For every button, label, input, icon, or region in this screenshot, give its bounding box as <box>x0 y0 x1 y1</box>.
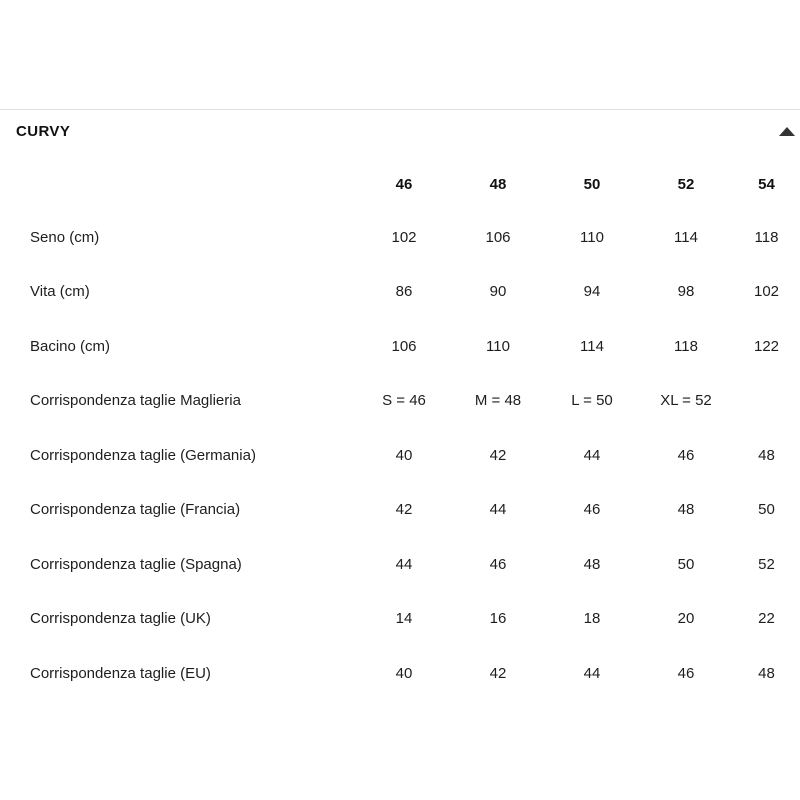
accordion-header-curvy[interactable] <box>0 110 800 152</box>
cell-value: S = 46 <box>382 392 426 410</box>
column-header: 52 <box>677 175 695 193</box>
size-header-row <box>0 152 800 210</box>
row-label: Corrispondenza taglie (Germania) <box>30 446 256 464</box>
cell-value: 90 <box>489 283 507 301</box>
column-header: 50 <box>583 175 601 193</box>
row-label: Corrispondenza taglie (Spagna) <box>30 555 242 573</box>
cell-value: 118 <box>754 228 779 246</box>
cell-value: 44 <box>395 555 413 573</box>
table-row <box>0 537 800 592</box>
cell-value: 52 <box>758 555 775 573</box>
cell-value: L = 50 <box>571 392 613 410</box>
cell-value: 42 <box>395 501 413 519</box>
cell-value: 122 <box>753 337 780 355</box>
cell-value: 14 <box>395 610 413 628</box>
cell-value: 48 <box>677 501 695 519</box>
cell-value: 20 <box>677 610 695 628</box>
cell-value: 98 <box>677 283 695 301</box>
cell-value: 44 <box>583 664 601 682</box>
table-row <box>0 265 800 320</box>
cell-value: 48 <box>583 555 601 573</box>
top-whitespace <box>0 0 800 109</box>
cell-value: 48 <box>758 446 775 464</box>
cell-value: 40 <box>395 664 413 682</box>
cell-value: 42 <box>489 664 507 682</box>
cell-value: 50 <box>758 501 775 519</box>
cell-value: 106 <box>485 228 511 246</box>
table-row <box>0 374 800 429</box>
cell-value: 48 <box>758 664 775 682</box>
cell-value: 110 <box>580 228 604 246</box>
cell-value: 22 <box>758 610 775 628</box>
row-label: Seno (cm) <box>30 228 100 246</box>
cell-value: 114 <box>580 337 604 355</box>
cell-value: 106 <box>391 337 417 355</box>
cell-value: 42 <box>489 446 507 464</box>
row-label: Corrispondenza taglie (UK) <box>30 610 211 628</box>
table-row <box>0 592 800 647</box>
cell-value <box>733 374 800 429</box>
cell-value: 40 <box>395 446 413 464</box>
header-empty-cell <box>0 152 357 210</box>
table-row <box>0 646 800 701</box>
cell-value: 46 <box>489 555 507 573</box>
cell-value: 46 <box>677 664 695 682</box>
cell-value: 86 <box>395 283 413 301</box>
row-label: Bacino (cm) <box>30 337 111 355</box>
cell-value: 102 <box>753 283 780 301</box>
table-row <box>0 319 800 374</box>
row-label: Corrispondenza taglie (Francia) <box>30 501 241 519</box>
cell-value: 46 <box>677 446 695 464</box>
collapse-triangle-up-icon[interactable] <box>779 127 795 136</box>
table-row <box>0 210 800 265</box>
cell-value: 110 <box>486 337 510 355</box>
accordion-title: CURVY <box>16 122 71 140</box>
cell-value: 44 <box>489 501 507 519</box>
cell-value: 18 <box>583 610 601 628</box>
cell-value: 46 <box>583 501 601 519</box>
cell-value: 44 <box>583 446 601 464</box>
table-row <box>0 428 800 483</box>
cell-value: 102 <box>391 228 417 246</box>
row-label: Corrispondenza taglie (EU) <box>30 664 211 682</box>
row-label: Vita (cm) <box>30 283 90 301</box>
column-header: 46 <box>395 175 413 193</box>
cell-value: 118 <box>674 337 698 355</box>
cell-value: M = 48 <box>474 392 522 410</box>
column-header: 54 <box>758 175 775 193</box>
table-row <box>0 483 800 538</box>
cell-value: XL = 52 <box>660 392 712 410</box>
row-label: Corrispondenza taglie Maglieria <box>30 392 241 410</box>
cell-value: 114 <box>674 228 698 246</box>
column-header: 48 <box>489 175 507 193</box>
cell-value: 16 <box>489 610 507 628</box>
size-chart-table <box>0 152 800 701</box>
cell-value: 50 <box>677 555 695 573</box>
cell-value: 94 <box>583 283 601 301</box>
